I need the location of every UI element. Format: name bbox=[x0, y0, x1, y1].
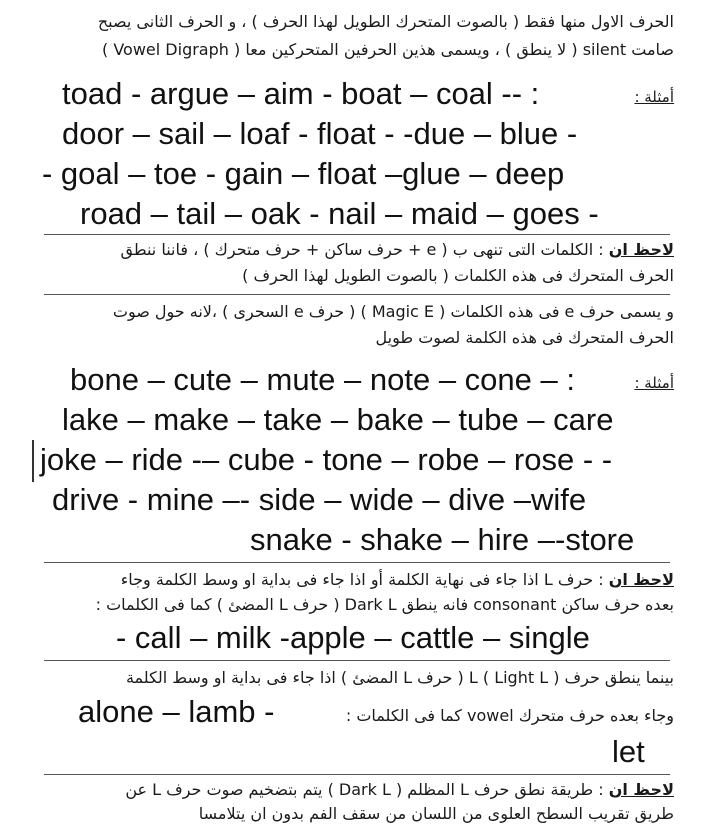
example-line: lake – make – take – bake – tube – care bbox=[62, 402, 614, 437]
note-line-2: بعده حرف ساكن consonant فانه ينطق Dark L ( حرف L المضئ ) كما فى الكلمات : bbox=[95, 595, 674, 614]
note-text: : طريقة نطق حرف L المظلم ( Dark L ) يتم بتضخيم صوت حرف L عن bbox=[125, 780, 604, 799]
example-line: door – sail – loaf - float - -due – blue - bbox=[62, 116, 578, 151]
section-divider bbox=[44, 234, 670, 235]
section-divider bbox=[44, 562, 670, 563]
section-divider bbox=[44, 294, 670, 295]
example-line: bone – cute – mute – note – cone – : bbox=[70, 362, 575, 397]
note-paragraph bbox=[125, 780, 674, 800]
note-paragraph bbox=[121, 240, 675, 260]
examples-label: أمثلة : bbox=[634, 374, 674, 392]
example-line: joke – ride -– cube - tone – robe – rose - - bbox=[40, 442, 613, 477]
example-line: - goal – toe - gain – float –glue – deep bbox=[42, 156, 565, 191]
note-line-2: طريق تقريب السطح العلوى من اللسان من سقف الفم بدون ان يتلامسا bbox=[198, 804, 674, 823]
example-line: toad - argue – aim - boat – coal -- : bbox=[62, 76, 540, 111]
light-l-line-2: وجاء بعده حرف متحرك vowel كما فى الكلمات : bbox=[345, 706, 674, 725]
note-label: لاحظ ان bbox=[608, 780, 674, 799]
light-l-line-1: بينما ينطق حرف L ( Light L ) ( حرف L المضئ ) اذا جاء فى بداية او وسط الكلمة bbox=[125, 668, 674, 687]
frame-edge bbox=[32, 440, 34, 482]
note-label: لاحظ ان bbox=[608, 240, 674, 259]
section-divider bbox=[44, 774, 670, 775]
example-line: snake - shake – hire –-store bbox=[250, 522, 635, 557]
example-line: - call – milk -apple – cattle – single bbox=[116, 620, 590, 655]
magic-e-line-1: و يسمى حرف e فى هذه الكلمات ( Magic E ) ( حرف e السحرى ) ،لانه حول صوت bbox=[112, 302, 674, 321]
intro-line-2: صامت silent ( لا ينطق ) ، ويسمى هذين الحرفين المتحركين معا ( Vowel Digraph ) bbox=[102, 40, 674, 59]
example-line: road – tail – oak - nail – maid – goes - bbox=[80, 196, 599, 231]
note-text: : الكلمات التى تنهى ب ( e + حرف ساكن + حرف متحرك ) ، فاننا ننطق bbox=[120, 240, 604, 259]
example-line: drive - mine –- side – wide – dive –wife bbox=[52, 482, 587, 517]
section-divider bbox=[44, 660, 670, 661]
note-label: لاحظ ان bbox=[608, 570, 674, 589]
note-paragraph bbox=[121, 570, 674, 590]
intro-line-1: الحرف الاول منها فقط ( بالصوت المتحرك الطويل لهذا الحرف ) ، و الحرف الثانى يصبح bbox=[97, 12, 674, 31]
magic-e-line-2: الحرف المتحرك فى هذه الكلمة لصوت طويل bbox=[375, 328, 674, 347]
note-text: : حرف L اذا جاء فى نهاية الكلمة أو اذا جاء فى بداية او وسط الكلمة وجاء bbox=[120, 570, 604, 589]
example-line: alone – lamb - bbox=[78, 694, 275, 729]
example-line: let bbox=[612, 734, 645, 769]
note-line-2: الحرف المتحرك فى هذه الكلمات ( بالصوت الطويل لهذا الحرف ) bbox=[242, 266, 674, 285]
examples-label: أمثلة : bbox=[634, 88, 674, 106]
